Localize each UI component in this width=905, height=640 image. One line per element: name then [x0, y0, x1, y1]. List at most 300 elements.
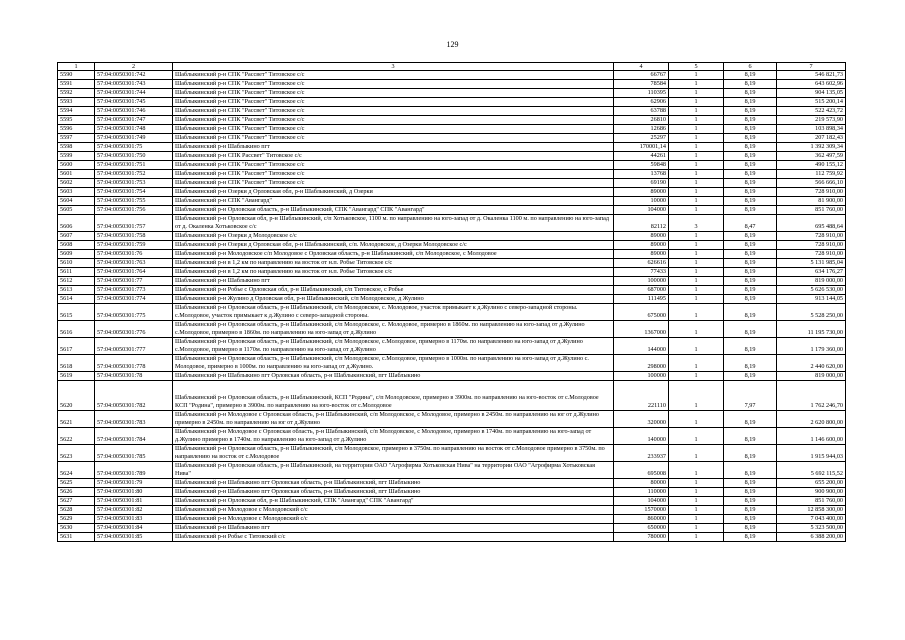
location-description: Шаблыкинский р-н Шаблыкино пгт — [173, 524, 614, 533]
rate-value: 8,19 — [724, 188, 777, 197]
cadastral-number: 57:04:0050301:79 — [95, 479, 173, 488]
row-number: 5613 — [58, 286, 95, 295]
table-row — [58, 428, 846, 445]
location-description: Шаблыкинский р-н Шаблыкино пгт — [173, 277, 614, 286]
count-value: 1 — [669, 188, 724, 197]
table-row — [58, 241, 846, 250]
row-number: 5594 — [58, 107, 95, 116]
count-value: 1 — [669, 372, 724, 381]
cadastral-number: 57:04:0050301:755 — [95, 197, 173, 206]
table-row — [58, 143, 846, 152]
rate-value: 8,19 — [724, 241, 777, 250]
rate-value: 8,19 — [724, 250, 777, 259]
row-number: 5596 — [58, 125, 95, 134]
cadastral-number: 57:04:0050301:764 — [95, 268, 173, 277]
area-value: 80000 — [614, 479, 669, 488]
area-value: 221110 — [614, 381, 669, 411]
count-value: 1 — [669, 125, 724, 134]
table-row — [58, 125, 846, 134]
table-row — [58, 107, 846, 116]
rate-value: 8,19 — [724, 497, 777, 506]
row-number: 5606 — [58, 215, 95, 232]
location-description: Шаблыкинский р-н Орловская область, р-н Шаблыкинский, с/п Молодовское, примерно в 3750м. по направлению на восток от с.Молодовое примерно в 3750м. по направлению на восток от с.Молодовое — [173, 445, 614, 462]
cadastral-value: 2 440 620,00 — [777, 355, 846, 372]
cadastral-value: 851 760,00 — [777, 497, 846, 506]
table-row — [58, 277, 846, 286]
location-description: Шаблыкинский р-н СПК "Авангард" — [173, 197, 614, 206]
area-value: 100000 — [614, 372, 669, 381]
count-value: 1 — [669, 321, 724, 338]
area-value: 89000 — [614, 188, 669, 197]
cadastral-number: 57:04:0050301:777 — [95, 338, 173, 355]
area-value: 63788 — [614, 107, 669, 116]
location-description: Шаблыкинский р-н СПК Рассвет" Титовское с/с — [173, 152, 614, 161]
table-row — [58, 134, 846, 143]
table-row — [58, 286, 846, 295]
cadastral-value: 566 666,10 — [777, 179, 846, 188]
location-description: Шаблыкинский р-н СПК "Рассвет" Титовское с/с — [173, 80, 614, 89]
area-value: 1570000 — [614, 506, 669, 515]
cadastral-value: 728 910,00 — [777, 232, 846, 241]
cadastral-value: 1 146 600,00 — [777, 428, 846, 445]
cadastral-value: 819 000,00 — [777, 277, 846, 286]
location-description: Шаблыкинский р-н СПК "Рассвет" Титовское с/с — [173, 179, 614, 188]
cadastral-number: 57:04:0050301:753 — [95, 179, 173, 188]
table-row — [58, 98, 846, 107]
location-description: Шаблыкинский р-н Молодовское с/п Молодовое с Орловская область, р-н Шаблыкинский, с/п Молодовское, с Молодовое — [173, 250, 614, 259]
cadastral-number: 57:04:0050301:784 — [95, 428, 173, 445]
cadastral-value: 728 910,00 — [777, 250, 846, 259]
row-number: 5595 — [58, 116, 95, 125]
header-cell: 2 — [95, 63, 173, 71]
location-description: Шаблыкинский р-н Молодовое с Молодовский с/с — [173, 506, 614, 515]
rate-value: 8,19 — [724, 179, 777, 188]
area-value: 77433 — [614, 268, 669, 277]
count-value: 1 — [669, 428, 724, 445]
rate-value: 8,47 — [724, 215, 777, 232]
rate-value: 8,19 — [724, 116, 777, 125]
row-number: 5598 — [58, 143, 95, 152]
rate-value: 8,19 — [724, 277, 777, 286]
location-description: Шаблыкинский р-н Орловская обл, р-н Шаблыкинский, СПК "Авангард" СПК "Авангард" — [173, 497, 614, 506]
location-description: Шаблыкинский р-н Орловская область, р-н Шаблыкинский, с/п Молодовское, с.Молодовое, примерно в 1170м. по направлению на юго-запад от д.Жулино с.Молодовое, примерно в 1170м. по направлению на юго-запад от д.Жулино — [173, 338, 614, 355]
cadastral-number: 57:04:0050301:750 — [95, 152, 173, 161]
count-value: 1 — [669, 304, 724, 321]
rate-value: 8,19 — [724, 206, 777, 215]
location-description: Шаблыкинский р-н Молодовое с Молодовский с/с — [173, 515, 614, 524]
count-value: 1 — [669, 268, 724, 277]
cadastral-value: 1 762 246,70 — [777, 381, 846, 411]
cadastral-value: 11 195 730,00 — [777, 321, 846, 338]
header-row — [58, 63, 846, 71]
row-number: 5625 — [58, 479, 95, 488]
cadastral-number: 57:04:0050301:82 — [95, 506, 173, 515]
location-description: Шаблыкинский р-н Орловская область, р-н Шаблыкинский, СПК "Авангард" СПК "Авангард" — [173, 206, 614, 215]
rate-value: 8,19 — [724, 295, 777, 304]
area-value: 695008 — [614, 462, 669, 479]
table-row — [58, 515, 846, 524]
cadastral-value: 81 900,00 — [777, 197, 846, 206]
location-description: Шаблыкинский р-н Озерки д Орловская обл, р-н Шаблыкинский, д Озерки — [173, 188, 614, 197]
rate-value: 8,19 — [724, 134, 777, 143]
table-row — [58, 170, 846, 179]
location-description: Шаблыкинский р-н Орловская область, р-н Шаблыкинский, с/п Молодовское, с.Молодовое, примерно в 1000м. по направлению на юго-запад от д.Жулино с. Молодовое, примерно в 1000м. по направлению на юго-запад от д.Жулино. — [173, 355, 614, 372]
location-description: Шаблыкинский р-н Робье с Титовский с/с — [173, 533, 614, 542]
cadastral-value: 103 898,34 — [777, 125, 846, 134]
location-description: Шаблыкинский р-н СПК "Рассвет" Титовское с/с — [173, 107, 614, 116]
table-row — [58, 295, 846, 304]
cadastral-value: 490 155,12 — [777, 161, 846, 170]
location-description: Шаблыкинский р-н Шаблыкино пгт Орловская область, р-н Шаблыкинский, пгт Шаблыкино — [173, 479, 614, 488]
area-value: 82112 — [614, 215, 669, 232]
count-value: 1 — [669, 206, 724, 215]
table-row — [58, 197, 846, 206]
row-number: 5629 — [58, 515, 95, 524]
location-description: Шаблыкинский р-н Орловская область, р-н Шаблыкинский, с/п Молодовское, с. Молодовое, примерно в 1860м. по направлению на юго-запад от д.Жулино с.Молодовое, примерно в 1860м. по направлению на юго-запад от д.Жулино — [173, 321, 614, 338]
cadastral-number: 57:04:0050301:77 — [95, 277, 173, 286]
area-value: 12686 — [614, 125, 669, 134]
cadastral-number: 57:04:0050301:80 — [95, 488, 173, 497]
count-value: 1 — [669, 506, 724, 515]
table-row — [58, 215, 846, 232]
row-number: 5619 — [58, 372, 95, 381]
table-body — [58, 63, 846, 542]
cadastral-table — [57, 62, 846, 542]
row-number: 5607 — [58, 232, 95, 241]
cadastral-value: 1 179 360,00 — [777, 338, 846, 355]
cadastral-number: 57:04:0050301:81 — [95, 497, 173, 506]
row-number: 5609 — [58, 250, 95, 259]
area-value: 104000 — [614, 206, 669, 215]
row-number: 5605 — [58, 206, 95, 215]
row-number: 5628 — [58, 506, 95, 515]
cadastral-number: 57:04:0050301:763 — [95, 259, 173, 268]
row-number: 5612 — [58, 277, 95, 286]
count-value: 1 — [669, 197, 724, 206]
cadastral-number: 57:04:0050301:748 — [95, 125, 173, 134]
area-value: 104000 — [614, 497, 669, 506]
cadastral-number: 57:04:0050301:744 — [95, 89, 173, 98]
count-value: 1 — [669, 71, 724, 80]
cadastral-number: 57:04:0050301:83 — [95, 515, 173, 524]
area-value: 144000 — [614, 338, 669, 355]
count-value: 1 — [669, 179, 724, 188]
count-value: 1 — [669, 116, 724, 125]
cadastral-number: 57:04:0050301:789 — [95, 462, 173, 479]
location-description: Шаблыкинский р-н СПК "Рассвет" Титовское с/с — [173, 161, 614, 170]
rate-value: 8,19 — [724, 462, 777, 479]
cadastral-value: 900 900,00 — [777, 488, 846, 497]
table-row — [58, 161, 846, 170]
location-description: Шаблыкинский р-н СПК "Рассвет" Титовское с/с — [173, 98, 614, 107]
count-value: 1 — [669, 80, 724, 89]
cadastral-value: 819 000,00 — [777, 372, 846, 381]
cadastral-number: 57:04:0050301:745 — [95, 98, 173, 107]
location-description: Шаблыкинский р-н Шаблыкино пгт — [173, 143, 614, 152]
cadastral-number: 57:04:0050301:775 — [95, 304, 173, 321]
table-row — [58, 188, 846, 197]
count-value: 1 — [669, 462, 724, 479]
area-value: 860000 — [614, 515, 669, 524]
count-value: 1 — [669, 134, 724, 143]
table-row — [58, 488, 846, 497]
cadastral-value: 515 200,14 — [777, 98, 846, 107]
page-number: 129 — [446, 40, 459, 49]
location-description: Шаблыкинский р-н Озерки д Молодовское с/с — [173, 232, 614, 241]
row-number: 5620 — [58, 381, 95, 411]
cadastral-value: 522 423,72 — [777, 107, 846, 116]
table-row — [58, 232, 846, 241]
rate-value: 8,19 — [724, 232, 777, 241]
row-number: 5614 — [58, 295, 95, 304]
row-number: 5622 — [58, 428, 95, 445]
header-cell: 5 — [669, 63, 724, 71]
area-value: 233937 — [614, 445, 669, 462]
area-value: 170001,14 — [614, 143, 669, 152]
rate-value: 8,19 — [724, 515, 777, 524]
cadastral-value: 851 760,00 — [777, 206, 846, 215]
row-number: 5610 — [58, 259, 95, 268]
cadastral-value: 7 043 400,00 — [777, 515, 846, 524]
table-row — [58, 152, 846, 161]
cadastral-value: 643 602,96 — [777, 80, 846, 89]
rate-value: 8,19 — [724, 152, 777, 161]
table-row — [58, 338, 846, 355]
rate-value: 8,19 — [724, 355, 777, 372]
table-row — [58, 116, 846, 125]
count-value: 1 — [669, 381, 724, 411]
count-value: 1 — [669, 152, 724, 161]
area-value: 89000 — [614, 232, 669, 241]
count-value: 1 — [669, 515, 724, 524]
area-value: 89000 — [614, 241, 669, 250]
cadastral-value: 1 392 309,34 — [777, 143, 846, 152]
location-description: Шаблыкинский р-н в 1,2 км по направлению на восток от н.п. Робье Титовское с/с — [173, 268, 614, 277]
area-value: 62906 — [614, 98, 669, 107]
row-number: 5631 — [58, 533, 95, 542]
row-number: 5592 — [58, 89, 95, 98]
count-value: 1 — [669, 338, 724, 355]
area-value: 44261 — [614, 152, 669, 161]
header-cell: 4 — [614, 63, 669, 71]
cadastral-number: 57:04:0050301:778 — [95, 355, 173, 372]
table-row — [58, 89, 846, 98]
cadastral-number: 57:04:0050301:78 — [95, 372, 173, 381]
area-value: 69190 — [614, 179, 669, 188]
row-number: 5624 — [58, 462, 95, 479]
rate-value: 7,97 — [724, 381, 777, 411]
table-row — [58, 524, 846, 533]
rate-value: 8,19 — [724, 533, 777, 542]
cadastral-number: 57:04:0050301:746 — [95, 107, 173, 116]
area-value: 110000 — [614, 488, 669, 497]
area-value: 1367000 — [614, 321, 669, 338]
cadastral-value: 5 131 985,04 — [777, 259, 846, 268]
cadastral-number: 57:04:0050301:782 — [95, 381, 173, 411]
count-value: 1 — [669, 286, 724, 295]
count-value: 1 — [669, 411, 724, 428]
location-description: Шаблыкинский р-н Молодовое с Орловская область, р-н Шаблыкинский, с/п Молодовское, с Молодовое, примерно в 2450м. по направлению на юг от д.Жулино примерно в 2450м. по направлению на юг от д.Жулино — [173, 411, 614, 428]
rate-value: 8,19 — [724, 488, 777, 497]
location-description: Шаблыкинский р-н Озерки д Орловская обл, р-н Шаблыкинский, с/п. Молодовское, д Озерки Молодовское с/с — [173, 241, 614, 250]
cadastral-value: 219 573,90 — [777, 116, 846, 125]
row-number: 5630 — [58, 524, 95, 533]
count-value: 1 — [669, 445, 724, 462]
cadastral-number: 57:04:0050301:785 — [95, 445, 173, 462]
row-number: 5600 — [58, 161, 95, 170]
table-row — [58, 411, 846, 428]
count-value: 1 — [669, 524, 724, 533]
header-cell: 3 — [173, 63, 614, 71]
count-value: 1 — [669, 143, 724, 152]
row-number: 5603 — [58, 188, 95, 197]
area-value: 687000 — [614, 286, 669, 295]
area-value: 89000 — [614, 250, 669, 259]
rate-value: 8,19 — [724, 372, 777, 381]
cadastral-value: 5 626 530,00 — [777, 286, 846, 295]
cadastral-value: 207 182,43 — [777, 134, 846, 143]
rate-value: 8,19 — [724, 125, 777, 134]
table-row — [58, 479, 846, 488]
cadastral-number: 57:04:0050301:757 — [95, 215, 173, 232]
header-cell: 7 — [777, 63, 846, 71]
rate-value: 8,19 — [724, 338, 777, 355]
area-value: 100000 — [614, 277, 669, 286]
table-row — [58, 506, 846, 515]
rate-value: 8,19 — [724, 170, 777, 179]
cadastral-number: 57:04:0050301:754 — [95, 188, 173, 197]
rate-value: 8,19 — [724, 304, 777, 321]
table-row — [58, 259, 846, 268]
cadastral-value: 5 323 500,00 — [777, 524, 846, 533]
area-value: 111495 — [614, 295, 669, 304]
count-value: 1 — [669, 250, 724, 259]
rate-value: 8,19 — [724, 197, 777, 206]
cadastral-value: 2 620 800,00 — [777, 411, 846, 428]
rate-value: 8,19 — [724, 80, 777, 89]
cadastral-number: 57:04:0050301:776 — [95, 321, 173, 338]
cadastral-value: 5 692 115,52 — [777, 462, 846, 479]
row-number: 5599 — [58, 152, 95, 161]
area-value: 626616 — [614, 259, 669, 268]
rate-value: 8,19 — [724, 143, 777, 152]
area-value: 78584 — [614, 80, 669, 89]
cadastral-value: 728 910,00 — [777, 188, 846, 197]
location-description: Шаблыкинский р-н Орловская область, р-н Шаблыкинский, на территории ОАО "Агрофирма Хотьковская Нива" на территории ОАО "Агрофирма Хотьковская Нива" — [173, 462, 614, 479]
area-value: 59848 — [614, 161, 669, 170]
count-value: 1 — [669, 497, 724, 506]
count-value: 1 — [669, 107, 724, 116]
area-value: 110395 — [614, 89, 669, 98]
rate-value: 8,19 — [724, 506, 777, 515]
cadastral-number: 57:04:0050301:747 — [95, 116, 173, 125]
count-value: 1 — [669, 241, 724, 250]
cadastral-value: 913 144,05 — [777, 295, 846, 304]
cadastral-value: 634 176,27 — [777, 268, 846, 277]
rate-value: 8,19 — [724, 321, 777, 338]
table-row — [58, 321, 846, 338]
row-number: 5604 — [58, 197, 95, 206]
table-row — [58, 304, 846, 321]
count-value: 1 — [669, 89, 724, 98]
table-row — [58, 372, 846, 381]
cadastral-value: 728 910,00 — [777, 241, 846, 250]
table-row — [58, 179, 846, 188]
rate-value: 8,19 — [724, 259, 777, 268]
cadastral-number: 57:04:0050301:756 — [95, 206, 173, 215]
count-value: 1 — [669, 161, 724, 170]
rate-value: 8,19 — [724, 268, 777, 277]
table-row — [58, 206, 846, 215]
cadastral-value: 12 858 300,00 — [777, 506, 846, 515]
rate-value: 8,19 — [724, 479, 777, 488]
count-value: 1 — [669, 533, 724, 542]
row-number: 5602 — [58, 179, 95, 188]
location-description: Шаблыкинский р-н Орловская обл, р-н Шаблыкинский, с/п Хотьковское, 1100 м. по направлению на юго-запад от д. Окаленка 1100 м. по направлению на юго-запад от д. Окаленка Хотьковское с/с — [173, 215, 614, 232]
cadastral-number: 57:04:0050301:75 — [95, 143, 173, 152]
count-value: 1 — [669, 355, 724, 372]
rate-value: 8,19 — [724, 524, 777, 533]
row-number: 5623 — [58, 445, 95, 462]
cadastral-value: 5 528 250,00 — [777, 304, 846, 321]
rate-value: 8,19 — [724, 161, 777, 170]
row-number: 5608 — [58, 241, 95, 250]
table-row — [58, 80, 846, 89]
count-value: 1 — [669, 479, 724, 488]
location-description: Шаблыкинский р-н Жулино д Орловская обл, р-н Шаблыкинский, с/п Молодовское, д Жулино — [173, 295, 614, 304]
location-description: Шаблыкинский р-н СПК "Рассвет" Титовское с/с — [173, 170, 614, 179]
cadastral-number: 57:04:0050301:773 — [95, 286, 173, 295]
cadastral-number: 57:04:0050301:76 — [95, 250, 173, 259]
rate-value: 8,19 — [724, 89, 777, 98]
count-value: 1 — [669, 98, 724, 107]
count-value: 1 — [669, 259, 724, 268]
rate-value: 8,19 — [724, 71, 777, 80]
location-description: Шаблыкинский р-н СПК "Рассвет" Титовское с/с — [173, 125, 614, 134]
location-description: Шаблыкинский р-н в 1,2 км по направлению на восток от н.п. Робье Титовское с/с — [173, 259, 614, 268]
cadastral-number: 57:04:0050301:742 — [95, 71, 173, 80]
cadastral-number: 57:04:0050301:84 — [95, 524, 173, 533]
rate-value: 8,19 — [724, 445, 777, 462]
cadastral-number: 57:04:0050301:774 — [95, 295, 173, 304]
row-number: 5616 — [58, 321, 95, 338]
area-value: 140000 — [614, 428, 669, 445]
area-value: 780000 — [614, 533, 669, 542]
table-row — [58, 533, 846, 542]
row-number: 5601 — [58, 170, 95, 179]
count-value: 3 — [669, 215, 724, 232]
cadastral-value: 695 488,64 — [777, 215, 846, 232]
cadastral-value: 6 388 200,00 — [777, 533, 846, 542]
cadastral-value: 546 821,73 — [777, 71, 846, 80]
rate-value: 8,19 — [724, 286, 777, 295]
location-description: Шаблыкинский р-н Робье с Орловская обл, р-н Шаблыкинский, с/п Титовское, с Робье — [173, 286, 614, 295]
location-description: Шаблыкинский р-н Шаблыкино пгт Орловская область, р-н Шаблыкинский, пгт Шаблыкино — [173, 488, 614, 497]
area-value: 26810 — [614, 116, 669, 125]
cadastral-value: 904 135,05 — [777, 89, 846, 98]
row-number: 5617 — [58, 338, 95, 355]
location-description: Шаблыкинский р-н СПК "Рассвет" Титовское с/с — [173, 116, 614, 125]
cadastral-number: 57:04:0050301:752 — [95, 170, 173, 179]
row-number: 5626 — [58, 488, 95, 497]
area-value: 320000 — [614, 411, 669, 428]
row-number: 5597 — [58, 134, 95, 143]
header-cell: 1 — [58, 63, 95, 71]
cadastral-number: 57:04:0050301:743 — [95, 80, 173, 89]
row-number: 5590 — [58, 71, 95, 80]
rate-value: 8,19 — [724, 98, 777, 107]
location-description: Шаблыкинский р-н Шаблыкино пгт Орловская область, р-н Шаблыкинский, пгт Шаблыкино — [173, 372, 614, 381]
